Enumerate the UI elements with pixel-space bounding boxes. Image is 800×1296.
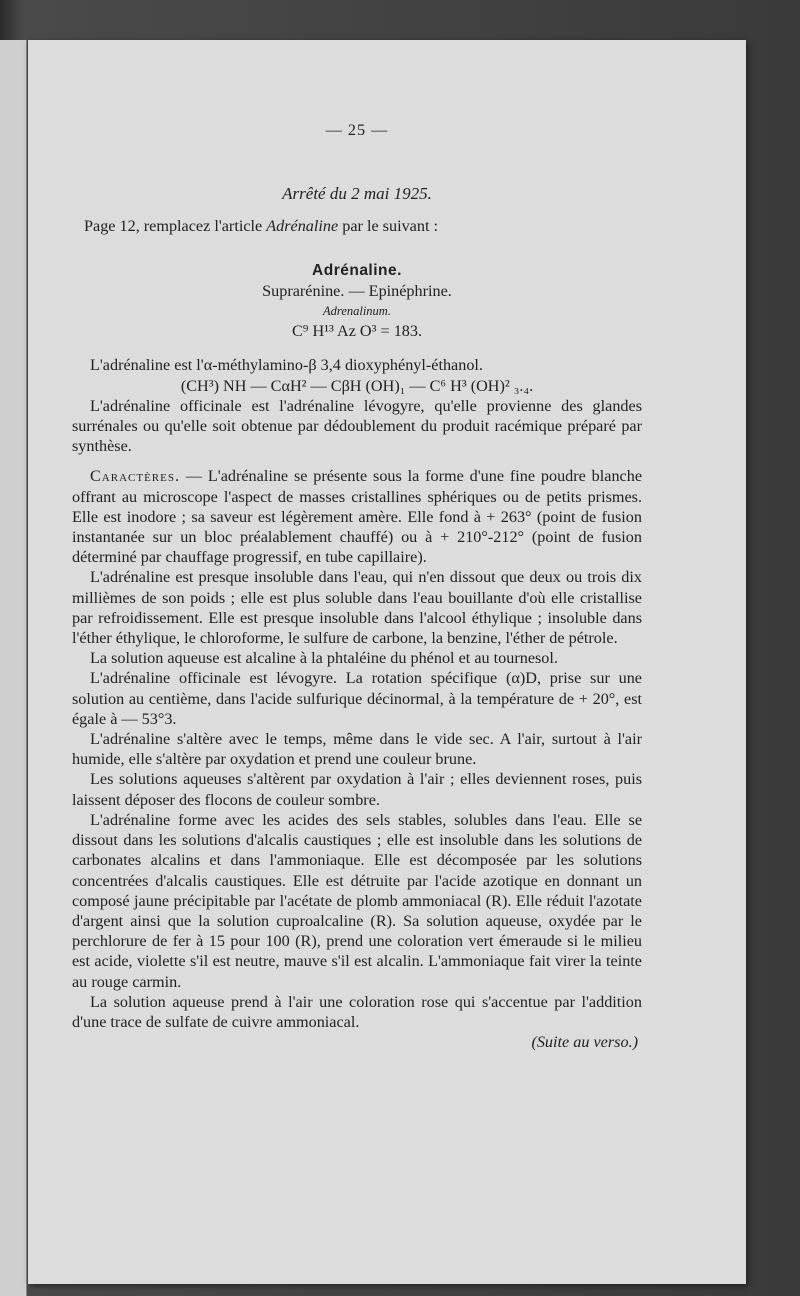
paragraph-alteration: L'adrénaline s'altère avec le temps, même dans le vide sec. A l'air, surtout à l'air humide, elle s'altère par oxydation et prend une couleur brune. [72, 730, 642, 769]
intro-line [72, 216, 642, 236]
caracteres-text: — L'adrénaline se présente sous la forme d'une fine poudre blanche offrant au microscope l'aspect de masses cristallines sphériques ou de petits prismes. Elle est inodore ; sa saveur est légèrement amère. Elle fond à + 263° (point de fusion instantanée sur un bloc préalablement chauffé) ou à + 210°-212° (point de fusion déterminé par chauffage progressif, en tube capillaire). [72, 467, 642, 567]
paragraph-solubility: L'adrénaline est presque insoluble dans l'eau, qui n'en dissout que deux ou trois dix millièmes de son poids ; elle est plus soluble dans l'eau bouillante d'où elle cristallise par refroidissement. Elle est presque insoluble dans l'alcool éthylique ; insoluble dans l'éther éthylique, le chloroforme, le sulfure de carbone, la benzine, l'éther de pétrole. [72, 568, 642, 648]
definition: L'adrénaline est l'α-méthylamino-β 3,4 dioxyphényl-éthanol. [90, 356, 483, 375]
document-page [28, 40, 746, 1284]
paragraph-salts: L'adrénaline forme avec les acides des sels stables, solubles dans l'eau. Elle se dissout dans les solutions d'alcalis caustiques ; elle est insoluble dans les solutions de carbonates alcalins et dans l'ammoniaque. Elle est décomposée par les solutions concentrées d'alcalis caustiques. Elle est détruite par l'acide azotique en donnant un composé jaune précipitable par l'acétate de plomb ammoniacal (R). Elle réduit l'azotate d'argent ainsi que la solution cuproalcaline (R). Sa solution aqueuse, oxydée par le perchlorure de fer à 15 pour 100 (R), prend une coloration vert émeraude si le milieu est acide, violette s'il est neutre, mauve s'il est alcalin. L'ammoniaque fait virer la teinte au rouge carmin. [72, 810, 642, 991]
continued-note: (Suite au verso.) [531, 1033, 638, 1052]
intro-prefix: Page 12, remplacez l'article [84, 217, 263, 236]
page-content [72, 120, 642, 1052]
molecular-formula: C⁹ H¹³ Az O³ = 183. [291, 322, 423, 341]
paragraph-rotation: L'adrénaline officinale est lévogyre. La rotation spécifique (α)D, prise sur une solution au centième, dans l'acide sulfurique décinormal, à la température de + 20°, est égale à — 53°3. [72, 669, 642, 728]
paragraph-solutions: Les solutions aqueuses s'altèrent par oxydation à l'air ; elles deviennent roses, puis laissent déposer des flocons de couleur sombre. [72, 770, 642, 809]
paragraph-official: L'adrénaline officinale est l'adrénaline lévogyre, qu'elle provienne des glandes surrénales ou qu'elle soit obtenue par dédoublement du produit racémique préparé par synthèse. [72, 396, 642, 456]
paragraph-alkaline: La solution aqueuse est alcaline à la phtaléine du phénol et au tournesol. [90, 649, 558, 668]
paragraph-copper: La solution aqueuse prend à l'air une coloration rose qui s'accentue par l'addition d'une trace de sulfate de cuivre ammoniacal. [72, 992, 642, 1031]
decree-heading: Arrêté du 2 mai 1925. [282, 184, 432, 204]
intro-suffix: par le suivant : [342, 217, 438, 236]
intro-article-name: Adrénaline [266, 217, 339, 236]
latin-name: Adrenalinum. [323, 304, 391, 319]
previous-page-edge [0, 40, 27, 1296]
synonyms: Suprarénine. — Epinéphrine. [262, 281, 452, 300]
paragraph-caracteres [72, 466, 642, 567]
page-number: — 25 — [325, 121, 389, 139]
caracteres-label: Caractères. [90, 467, 181, 486]
structural-formula: (CH³) NH — CαH² — CβH (OH)₁ — C⁶ H³ (OH)² ₃.₄. [180, 376, 534, 395]
monograph-title: Adrénaline. [312, 261, 402, 279]
